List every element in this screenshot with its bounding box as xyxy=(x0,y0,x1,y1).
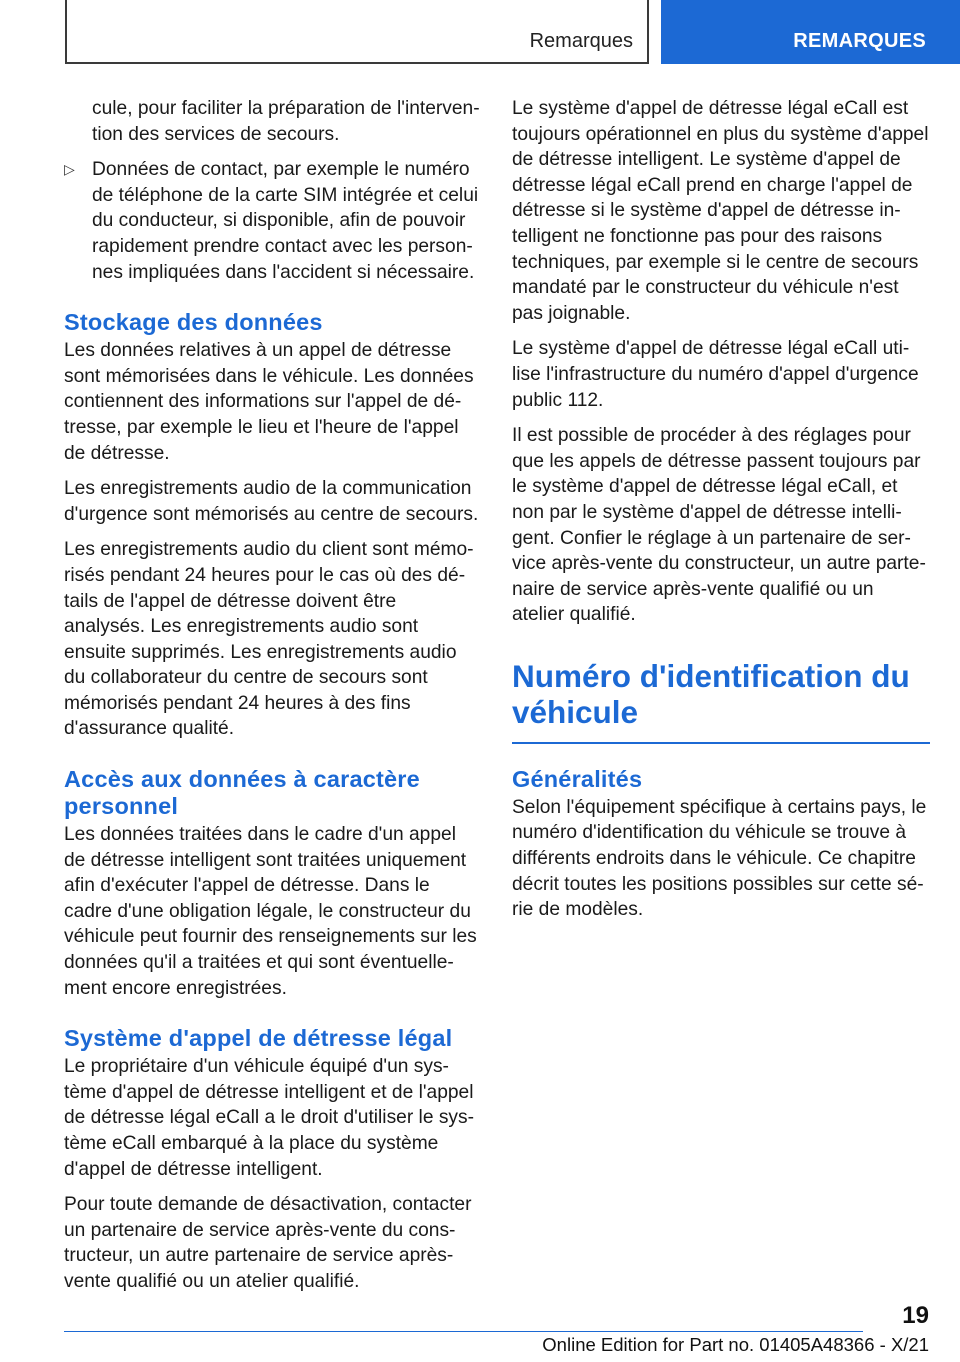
footer-rule xyxy=(64,1331,863,1332)
header-box xyxy=(65,0,649,64)
list-item-text: Données de contact, par exemple le numéro de téléphone de la carte SIM intégrée et celui du conducteur, si disponible, afin de pouvoir rapidement prendre contact avec les personnes impliquées dans l'accident si nécessaire. xyxy=(92,159,479,283)
left-column xyxy=(64,96,482,1305)
footer-edition: Online Edition for Part no. 01405A48366 - X/21 xyxy=(542,1334,929,1355)
bullet-continuation: cule, pour faciliter la préparation de l'intervention des services de secours. xyxy=(92,98,480,145)
paragraph: Les données relatives à un appel de détresse sont mémorisées dans le véhicule. Les données contiennent des informations sur l'appel de détresse, par exemple le lieu et l'heure de l'appel de détresse. xyxy=(64,340,474,464)
header-chapter-tab xyxy=(661,0,960,64)
bullet-list xyxy=(64,157,482,285)
heading-legal-ecall: Système d'appel de détresse légal xyxy=(64,1025,453,1052)
heading-access: Accès aux données à caractère personnel xyxy=(64,766,420,820)
paragraph: Les enregistrements audio du client sont mémorisés pendant 24 heures pour le cas où des détails de l'appel de détresse doivent être analysés. Les enregistrements audio sont ensuite supprimés. Les enregistrements audio du collaborateur du centre de secours sont mémorisés pendant 24 heures à des fins d'assurance qualité. xyxy=(64,539,474,740)
paragraph: Les enregistrements audio de la communication d'urgence sont mémorisés au centre de secours. xyxy=(64,478,479,525)
paragraph: Les données traitées dans le cadre d'un appel de détresse intelligent sont traitées uniquement afin d'exécuter l'appel de détresse. Dans le cadre d'une obligation légale, le constructeur du véhicule peut fournir des renseignements sur les données qu'il a traitées et qui sont éventuellement encore enregistrées. xyxy=(64,824,477,999)
paragraph: Selon l'équipement spécifique à certains pays, le numéro d'identification du véhicule se trouve à différents endroits dans le véhicule. Ce chapitre décrit toutes les positions possibles sur cette série de modèles. xyxy=(512,796,927,921)
paragraph: Le système d'appel de détresse légal eCall est toujours opérationnel en plus du système d'appel de détresse intelligent. Le système d'appel de détresse légal eCall prend en charge l'appel de détresse si le système d'appel de détresse intelligent ne fonctionne pas pour des raisons techniques, par exemple si le centre de secours mandaté par le constructeur du véhicule n'est pas joignable. xyxy=(512,98,929,324)
list-item xyxy=(64,157,482,285)
paragraph: Le propriétaire d'un véhicule équipé d'un système d'appel de détresse intelligent et de l'appel de détresse légal eCall a le droit d'utiliser le système eCall embarqué à la place du système d'appel de détresse intelligent. xyxy=(64,1056,474,1180)
paragraph: Le système d'appel de détresse légal eCall utilise l'infrastructure du numéro d'appel d'urgence public 112. xyxy=(512,338,919,411)
page-number: 19 xyxy=(902,1302,929,1329)
paragraph: Pour toute demande de désactivation, contacter un partenaire de service après-vente du constructeur, un autre partenaire de service après-vente qualifié ou un atelier qualifié. xyxy=(64,1194,472,1292)
heading-rule xyxy=(512,742,930,744)
right-column xyxy=(512,96,930,933)
heading-vin: Numéro d'identification du véhicule xyxy=(512,657,910,730)
heading-general: Généralités xyxy=(512,765,643,792)
header-section-title: Remarques xyxy=(529,30,633,52)
header-chapter-label: REMARQUES xyxy=(793,30,926,52)
heading-storage: Stockage des données xyxy=(64,309,323,336)
triangle-bullet-icon: ▷ xyxy=(64,161,75,178)
paragraph: Il est possible de procéder à des réglages pour que les appels de détresse passent toujours par le système d'appel de détresse légal eCall, et non par le système d'appel de détresse intelligent. Confier le réglage à un partenaire de service après-vente du constructeur, un autre partenaire de service après-vente qualifié ou un atelier qualifié. xyxy=(512,425,926,626)
